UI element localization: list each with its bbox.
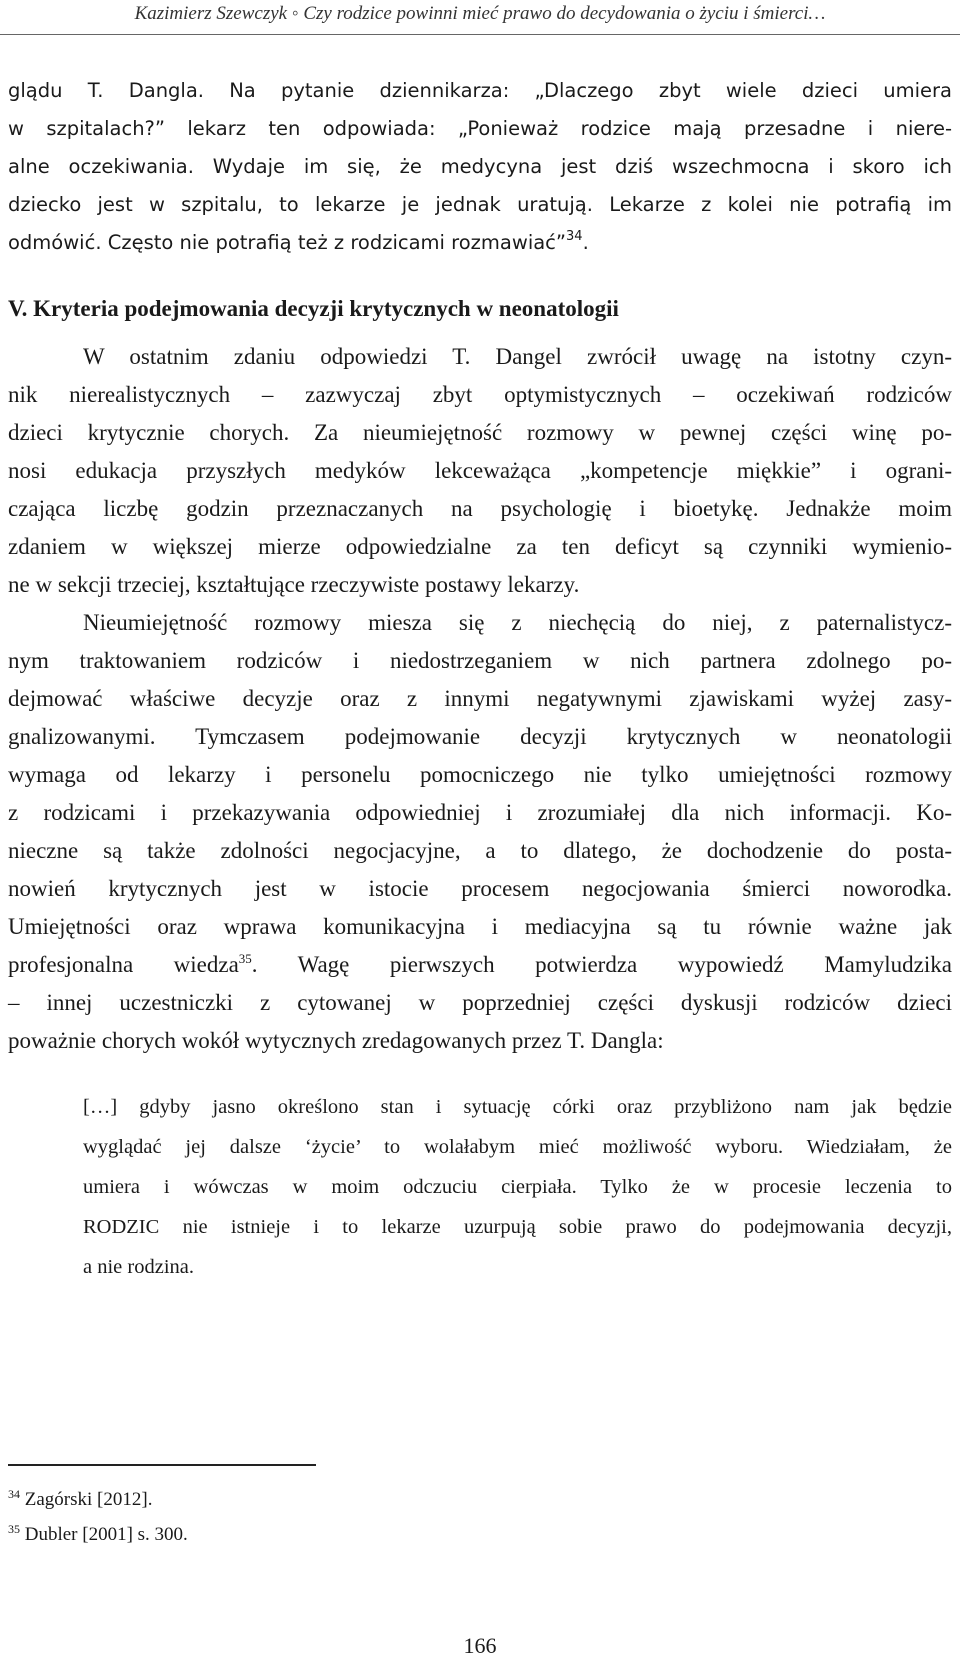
paragraph-line: Nieumiejętność rozmowy miesza się z niechęcią do niej, z paternalistycz- [83,610,952,635]
line-text: . [582,231,589,254]
paragraph-line: – innej uczestniczki z cytowanej w poprzedniej części dyskusji rodziców dzieci [8,990,952,1015]
paragraph-line: nieczne są także zdolności negocjacyjne, a to dlatego, że dochodzenie do posta- [8,838,952,863]
paragraph-line [8,224,952,262]
footnote-text: Dubler [2001] s. 300. [24,1524,188,1545]
footnote [8,1522,188,1548]
paragraph-line: w szpitalach?” lekarz ten odpowiada: „Ponieważ rodzice mają przesadne i niere- [8,117,952,140]
paragraph-line: nowień krytycznych jest w istocie procesem negocjowania śmierci noworodka. [8,876,952,901]
paragraph-line: dziecko jest w szpitalu, to lekarze je jednak uratują. Lekarze z kolei nie potrafią im [8,193,952,216]
line-text: profesjonalna wiedza [8,952,239,977]
footnote [8,1487,152,1513]
paragraph-line: dzieci krytycznie chorych. Za nieumiejętność rozmowy w pewnej części winę po- [8,420,952,445]
quote-line: […] gdyby jasno określono stan i sytuację córki oraz przybliżono nam jak będzie [83,1096,952,1118]
paragraph-line: W ostatnim zdaniu odpowiedzi T. Dangel zwrócił uwagę na istotny czyn- [83,344,952,369]
paragraph-line: nym traktowaniem rodziców i niedostrzeganiem w nich partnera zdolnego po- [8,648,952,673]
paragraph-line: alne oczekiwania. Wydaje im się, że medycyna jest dziś wszechmocna i skoro ich [8,155,952,178]
quote-line: wyglądać jej dalsze ‘życie’ to wolałabym mieć możliwość wyboru. Wiedziałam, że [83,1136,952,1158]
footnote-divider [8,1464,316,1466]
quote-line: umiera i wówczas w moim odczuciu cierpiała. Tylko że w procesie leczenia to [83,1176,952,1198]
paragraph-line: gnalizowanymi. Tymczasem podejmowanie decyzji krytycznych w neonatologii [8,724,952,749]
running-head: Kazimierz Szewczyk ◦ Czy rodzice powinni mieć prawo do decydowania o życiu i śmierci… [134,3,826,24]
paragraph-line: zdaniem w większej mierze odpowiedzialne za ten deficyt są czynniki wymienio- [8,534,952,559]
paragraph-line: wymaga od lekarzy i personelu pomocniczego nie tylko umiejętności rozmowy [8,762,952,787]
paragraph-line: ne w sekcji trzeciej, kształtujące rzeczywiste postawy lekarzy. [8,572,580,597]
section-heading: V. Kryteria podejmowania decyzji krytycznych w neonatologii [8,296,619,321]
paragraph-line: dejmować właściwe decyzje oraz z innymi negatywnymi zjawiskami wyżej zasy- [8,686,952,711]
footnote-ref: 34 [566,229,583,244]
quote-line: RODZIC nie istnieje i to lekarze uzurpują sobie prawo do podejmowania decyzji, [83,1216,952,1238]
paragraph-line: Umiejętności oraz wprawa komunikacyjna i mediacyjna są tu równie ważne jak [8,914,952,939]
paragraph-line: z rodzicami i przekazywania odpowiedniej i zrozumiałej dla nich informacji. Ko- [8,800,952,825]
page-number: 166 [463,1633,497,1658]
footnote-ref: 35 [238,951,252,966]
footnote-number: 34 [8,1487,20,1501]
paragraph-line: nosi edukacja przyszłych medyków lekceważąca „kompetencje miękkie” i ograni- [8,458,952,483]
paragraph-line: glądu T. Dangla. Na pytanie dziennikarza: „Dlaczego zbyt wiele dzieci umiera [8,79,952,102]
footnote-number: 35 [8,1522,20,1536]
line-text: . Wagę pierwszych potwierdza wypowiedź Mamyludzika [251,952,952,977]
paragraph-line: nik nierealistycznych – zazwyczaj zbyt optymistycznych – oczekiwań rodziców [8,382,952,407]
paragraph-line [8,946,952,984]
footnote-text: Zagórski [2012]. [24,1489,153,1510]
paragraph-line: czająca liczbę godzin przeznaczanych na psychologię i bioetykę. Jednakże moim [8,496,952,521]
quote-line: a nie rodzina. [83,1256,194,1278]
header-divider [0,34,960,35]
line-text: odmówić. Często nie potrafią też z rodzicami rozmawiać” [8,231,567,254]
paragraph-line: poważnie chorych wokół wytycznych zredagowanych przez T. Dangla: [8,1028,664,1053]
